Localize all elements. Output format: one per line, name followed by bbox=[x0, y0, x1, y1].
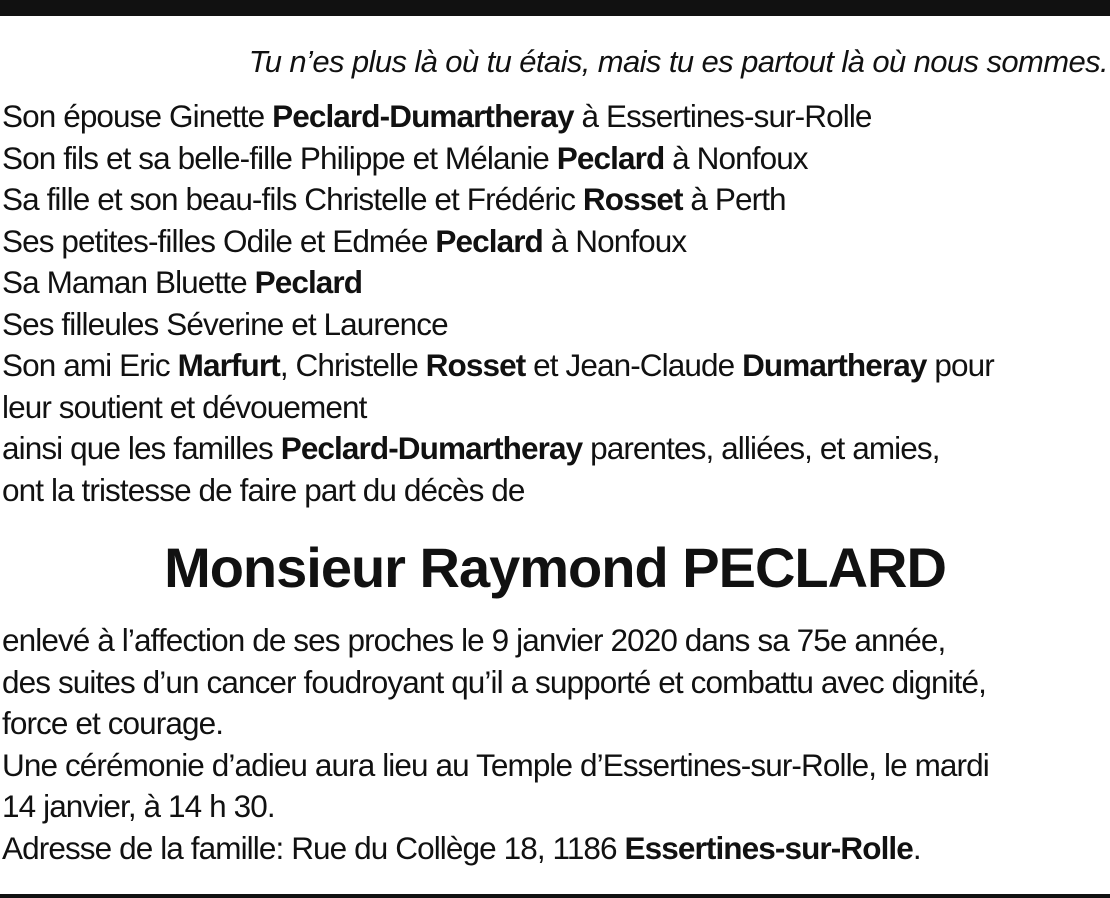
family-address: Adresse de la famille: Rue du Collège 18, 1186 Essertines-sur-Rolle. bbox=[2, 829, 921, 866]
details-line: force et courage. bbox=[2, 705, 224, 741]
epigraph-quote: Tu n’es plus là où tu étais, mais tu es partout là où nous sommes. bbox=[248, 44, 1108, 79]
family-line: leur soutient et dévouement bbox=[2, 388, 367, 425]
family-line: Son ami Eric Marfurt, Christelle Rosset et Jean-Claude Dumartheray pour bbox=[2, 347, 994, 383]
details-line: des suites d’un cancer foudroyant qu’il a supporté et combattu avec dignité, bbox=[2, 663, 986, 700]
details-line: enlevé à l’affection de ses proches le 9 janvier 2020 dans sa 75e année, bbox=[2, 622, 946, 658]
family-line: Ses filleules Séverine et Laurence bbox=[2, 305, 448, 342]
family-line: Sa Maman Bluette Peclard bbox=[2, 264, 363, 300]
family-line: Son épouse Ginette Peclard-Dumartheray à Essertines-sur-Rolle bbox=[2, 98, 872, 134]
ceremony-line: Une cérémonie d’adieu aura lieu au Temple d’Essertines-sur-Rolle, le mardi bbox=[2, 746, 989, 783]
family-line: Sa fille et son beau-fils Christelle et Frédéric Rosset à Perth bbox=[2, 181, 786, 217]
family-line: Son fils et sa belle-fille Philippe et Mélanie Peclard à Nonfoux bbox=[2, 139, 808, 176]
deceased-name: Monsieur Raymond PECLARD bbox=[164, 536, 946, 599]
family-line: ainsi que les familles Peclard-Dumartheray parentes, alliées, et amies, bbox=[2, 430, 940, 466]
family-line: Ses petites-filles Odile et Edmée Peclard à Nonfoux bbox=[2, 222, 687, 259]
top-rule bbox=[0, 0, 1110, 16]
ceremony-line: 14 janvier, à 14 h 30. bbox=[2, 788, 275, 824]
bottom-rule bbox=[0, 894, 1110, 898]
announcement-line: ont la tristesse de faire part du décès de bbox=[2, 471, 525, 508]
obituary-details bbox=[2, 620, 1108, 869]
family-list bbox=[2, 96, 1108, 511]
